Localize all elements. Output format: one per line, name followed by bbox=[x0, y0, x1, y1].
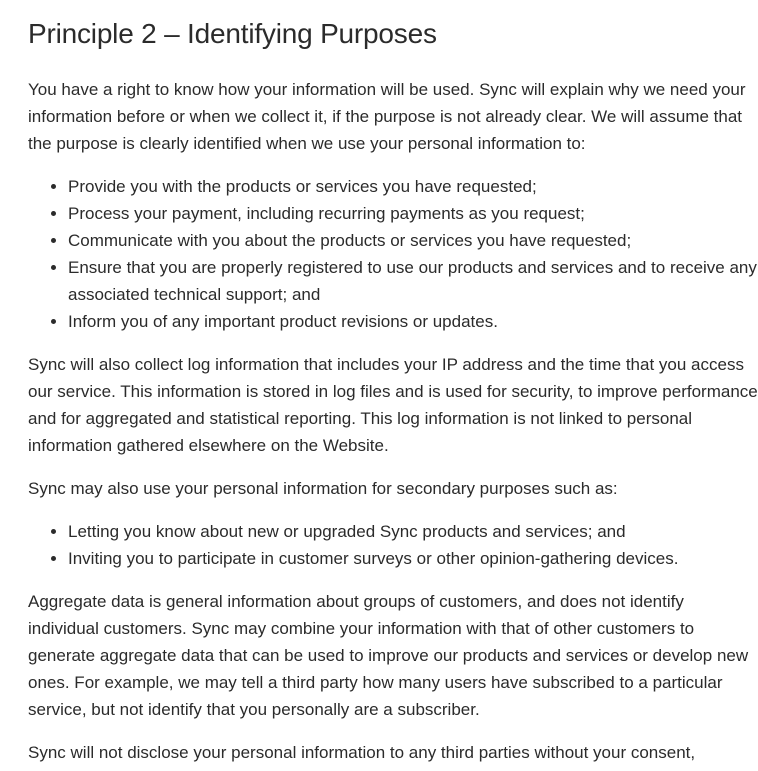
list-item: • Inviting you to participate in customer surveys or other opinion-gathering devices. bbox=[68, 545, 758, 572]
log-paragraph: Sync will also collect log information that includes your IP address and the time that you access our service. This information is stored in log files and is used for security, to improve performance and for aggregated and statistical reporting. This log information is not linked to personal information gathered elsewhere on the Website. bbox=[28, 355, 758, 455]
list-item: • Process your payment, including recurring payments as you request; bbox=[68, 200, 758, 227]
policy-section bbox=[28, 0, 758, 766]
list-item: • Communicate with you about the products or services you have requested; bbox=[68, 227, 758, 254]
intro-paragraph: You have a right to know how your information will be used. Sync will explain why we need your information before or when we collect it, if the purpose is not already clear. We will assume that the purpose is clearly identified when we use your personal information to: bbox=[28, 80, 746, 153]
list-item: • Provide you with the products or services you have requested; bbox=[68, 173, 758, 200]
section-heading: Principle 2 – Identifying Purposes bbox=[28, 18, 437, 49]
aggregate-paragraph: Aggregate data is general information about groups of customers, and does not identify individual customers. Sync may combine your information with that of other customers to generate aggregate data that can be used to improve our products and services or develop new ones. For example, we may tell a third party how many users have subscribed to a particular service, but not identify that you personally are a subscriber. bbox=[28, 592, 749, 719]
disclose-paragraph: Sync will not disclose your personal information to any third parties without your consent, bbox=[28, 743, 696, 762]
list-item: • Letting you know about new or upgraded Sync products and services; and bbox=[68, 518, 758, 545]
secondary-purposes-list bbox=[28, 518, 758, 572]
list-item: • Ensure that you are properly registered to use our products and services and to receive any associated technical support; and bbox=[68, 254, 758, 308]
list-item: • Inform you of any important product revisions or updates. bbox=[68, 308, 758, 335]
secondary-intro-paragraph: Sync may also use your personal information for secondary purposes such as: bbox=[28, 479, 618, 498]
purposes-list bbox=[28, 173, 758, 335]
